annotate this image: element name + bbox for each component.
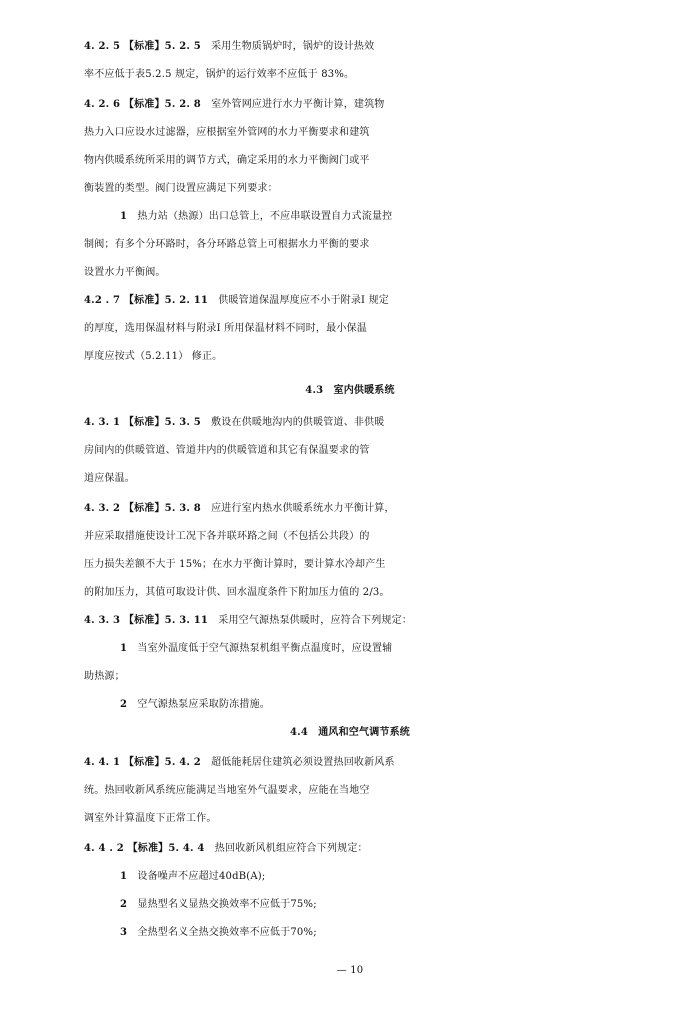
item-number: 2 xyxy=(120,899,128,910)
clause-4-4-1-line-2: 统。热回收新风系统应能满足当地室外气温要求，应能在当地空 xyxy=(84,785,370,796)
section-heading-4-4: 4.4 通风和空气调节系统 xyxy=(290,727,410,738)
item-text: 显热型名义显热交换效率不应低于75%; xyxy=(127,899,317,910)
clause-number: 4.2 . 7 【标准】5. 2. 11 xyxy=(84,295,209,306)
clause-number: 4. 3. 3 【标准】5. 3. 11 xyxy=(84,615,209,626)
clause-4-2-6-line-3: 物内供暖系统所采用的调节方式，确定采用的水力平衡阀门或平 xyxy=(84,155,370,166)
item-4-4-2-1 xyxy=(120,866,700,888)
clause-4-2-5-line-2: 率不应低于表5.2.5 规定，锅炉的运行效率不应低于 83%。 xyxy=(84,69,355,80)
clause-4-2-7-line-3: 厚度应按式（5.2.11） 修正。 xyxy=(84,351,223,362)
clause-4-3-3-line-1 xyxy=(84,610,700,632)
clause-4-3-1-line-1 xyxy=(84,412,700,434)
item-number: 2 xyxy=(120,699,128,710)
clause-4-4-2-line-1 xyxy=(84,838,700,860)
clause-number: 4. 4. 1 【标准】5. 4. 2 xyxy=(84,757,201,768)
clause-text: 供暖管道保温厚度应不小于附录Ⅰ 规定 xyxy=(208,295,389,306)
item-number: 3 xyxy=(120,927,128,938)
clause-4-2-6-line-1 xyxy=(84,94,700,116)
item-4-2-6-1-line-2: 制阀；有多个分环路时，各分环路总管上可根据水力平衡的要求 xyxy=(84,239,370,250)
item-4-3-3-1-line-1 xyxy=(120,638,700,660)
item-4-4-2-2 xyxy=(120,894,700,916)
item-text: 热力站（热源）出口总管上，不应串联设置自力式流量控 xyxy=(127,211,393,222)
item-text: 当室外温度低于空气源热泵机组平衡点温度时，应设置辅 xyxy=(127,643,393,654)
clause-number: 4. 2. 5 【标准】5. 2. 5 xyxy=(84,41,201,52)
clause-text: 敷设在供暖地沟内的供暖管道、非供暖 xyxy=(200,417,385,428)
item-4-4-2-3 xyxy=(120,922,700,944)
item-4-3-3-1-line-2: 助热源； xyxy=(84,671,125,682)
clause-4-2-6-line-4: 衡装置的类型。阀门设置应满足下列要求： xyxy=(84,183,278,194)
clause-4-3-2-line-4: 的附加压力，其值可取设计供、回水温度条件下附加压力值的 2/3。 xyxy=(84,587,390,598)
clause-number: 4. 4 . 2 【标准】5. 4. 4 xyxy=(84,843,205,854)
item-text: 全热型名义全热交换效率不应低于70%; xyxy=(127,927,317,938)
item-number: 1 xyxy=(120,643,128,654)
item-number: 1 xyxy=(120,211,128,222)
clause-4-3-1-line-2: 房间内的供暖管道、管道井内的供暖管道和其它有保温要求的管 xyxy=(84,445,370,456)
item-4-2-6-1-line-3: 设置水力平衡阀。 xyxy=(84,267,166,278)
clause-4-2-7-line-2: 的厚度，选用保温材料与附录Ⅰ 所用保温材料不同时，最小保温 xyxy=(84,323,367,334)
clause-4-3-2-line-2: 并应采取措施使设计工况下各并联环路之间（不包括公共段）的 xyxy=(84,531,370,542)
clause-text: 热回收新风机组应符合下列规定： xyxy=(204,843,368,854)
clause-4-4-1-line-1 xyxy=(84,752,700,774)
clause-number: 4. 3. 2 【标准】5. 3. 8 xyxy=(84,503,201,514)
clause-4-3-2-line-3: 压力损失差额不大于 15%；在水力平衡计算时，要计算水冷却产生 xyxy=(84,559,386,570)
clause-4-3-2-line-1 xyxy=(84,498,700,520)
item-4-2-6-1-line-1 xyxy=(120,206,700,228)
clause-4-2-5-line-1 xyxy=(84,36,700,58)
clause-text: 采用生物质锅炉时，锅炉的设计热效 xyxy=(200,41,375,52)
section-heading-4-3: 4.3 室内供暖系统 xyxy=(305,385,395,396)
clause-text: 超低能耗居住建筑必须设置热回收新风系 xyxy=(200,757,395,768)
clause-number: 4. 2. 6 【标准】5. 2. 8 xyxy=(84,99,201,110)
item-text: 空气源热泵应采取防冻措施。 xyxy=(127,699,270,710)
clause-4-2-7-line-1 xyxy=(84,290,700,312)
page-number: — 10 xyxy=(336,965,364,976)
clause-4-3-1-line-3: 道应保温。 xyxy=(84,473,135,484)
item-text: 设备噪声不应超过40dB(A); xyxy=(127,871,266,882)
clause-number: 4. 3. 1 【标准】5. 3. 5 xyxy=(84,417,201,428)
clause-4-4-1-line-3: 调室外计算温度下正常工作。 xyxy=(84,813,217,824)
clause-text: 采用空气源热泵供暖时，应符合下列规定： xyxy=(208,615,413,626)
item-4-3-3-2-line-1 xyxy=(120,694,700,716)
item-number: 1 xyxy=(120,871,128,882)
clause-text: 应进行室内热水供暖系统水力平衡计算， xyxy=(200,503,395,514)
clause-text: 室外管网应进行水力平衡计算，建筑物 xyxy=(200,99,385,110)
clause-4-2-6-line-2: 热力入口应设水过滤器，应根据室外管网的水力平衡要求和建筑 xyxy=(84,127,370,138)
